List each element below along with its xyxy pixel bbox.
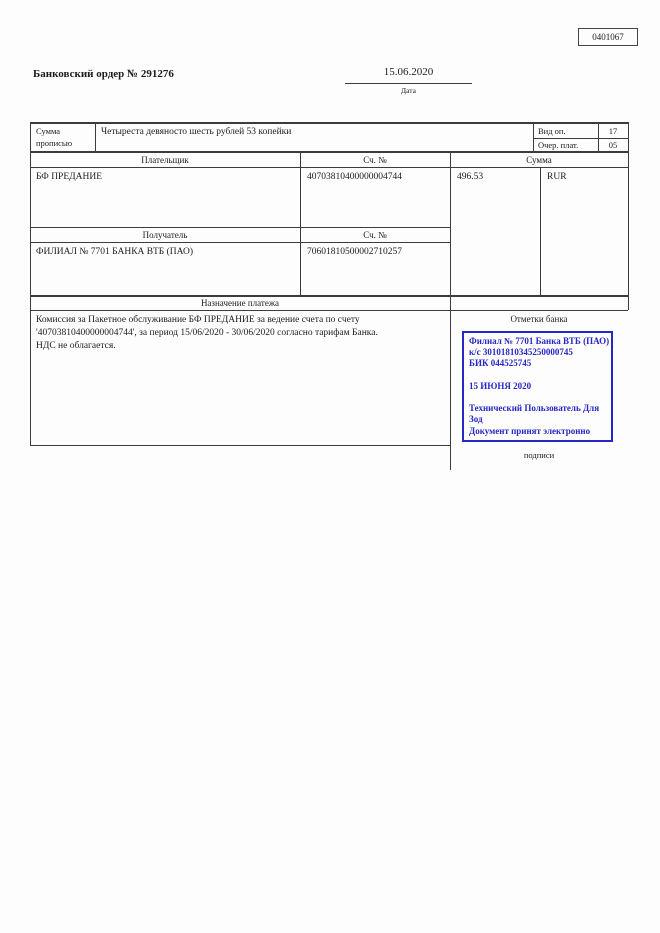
payment-order-value: 05 (608, 140, 618, 150)
purpose-line-1: Комиссия за Пакетное обслуживание БФ ПРЕДАНИЕ за ведение счета по счету (36, 315, 360, 325)
date-label: Дата (401, 86, 416, 95)
stamp-branch-line: Филиал № 7701 Банка ВТБ (ПАО) (469, 336, 610, 346)
account-column-divider (300, 152, 301, 295)
date-underline (345, 83, 472, 84)
stamp-bik-line: БИК 044525745 (469, 358, 532, 369)
amount-value: 496.53 (457, 172, 484, 182)
purpose-line-3: НДС не облагается. (36, 341, 116, 351)
stamp-blank-line (469, 392, 606, 403)
amount-words-value: Четыреста девяносто шесть рублей 53 копейки (101, 127, 292, 137)
payee-account-header: Сч. № (363, 230, 387, 240)
op-type-left-divider (533, 122, 534, 151)
stamp-user-line-2: Зод (469, 414, 483, 425)
payee-name: ФИЛИАЛ № 7701 БАНКА ВТБ (ПАО) (36, 247, 194, 257)
payee-header: Получатель (142, 230, 188, 240)
amount-currency: RUR (547, 172, 567, 182)
currency-divider (540, 168, 541, 295)
purpose-line-2: '40703810400000004744', за период 15/06/2020 - 30/06/2020 согласно тарифам Банка. (36, 328, 378, 338)
stamp-accepted-line: Документ принят электронно (469, 425, 591, 436)
table-top-border (30, 122, 628, 124)
signatures-label: подписи (523, 450, 555, 460)
payee-header-bottom-border (30, 242, 450, 243)
table-right-border (628, 122, 629, 310)
amount-words-divider (95, 122, 96, 151)
table-bottom-border (30, 445, 450, 446)
date-value: 15.06.2020 (383, 66, 434, 78)
table-left-border (30, 122, 31, 445)
header-row-bottom-border (30, 167, 628, 168)
amount-words-label-line2: прописью (36, 138, 73, 148)
document-title: Банковский ордер № 291276 (33, 68, 174, 80)
stamp-corr-account-line: к/с 30101810345250000745 (469, 347, 573, 358)
op-type-value: 17 (608, 126, 618, 136)
sum-column-divider (450, 152, 451, 470)
payment-order-label: Очер. плат. (538, 140, 579, 150)
op-type-label: Вид оп. (538, 126, 566, 136)
stamp-user-line-1: Технический Пользователь Для (469, 403, 600, 414)
purpose-header-bottom-border (30, 310, 628, 311)
payer-account: 40703810400000004744 (307, 172, 402, 182)
payer-name: БФ ПРЕДАНИЕ (36, 172, 103, 182)
amount-header: Сумма (526, 155, 552, 165)
stamp-date-line: 15 ИЮНЯ 2020 (469, 380, 532, 391)
bank-stamp (462, 331, 613, 442)
payer-account-header: Сч. № (363, 155, 387, 165)
stamp-blank-line (469, 370, 606, 381)
amount-words-label-line1: Сумма (36, 126, 61, 136)
payer-header: Плательщик (141, 155, 189, 165)
payee-account: 70601810500002710257 (307, 247, 402, 257)
purpose-header: Назначение платежа (200, 298, 280, 308)
bank-marks-header: Отметки банка (510, 314, 568, 324)
row1-bottom-border (30, 151, 628, 153)
form-code-box: 0401067 (578, 28, 638, 46)
payee-header-top-border (30, 227, 450, 228)
